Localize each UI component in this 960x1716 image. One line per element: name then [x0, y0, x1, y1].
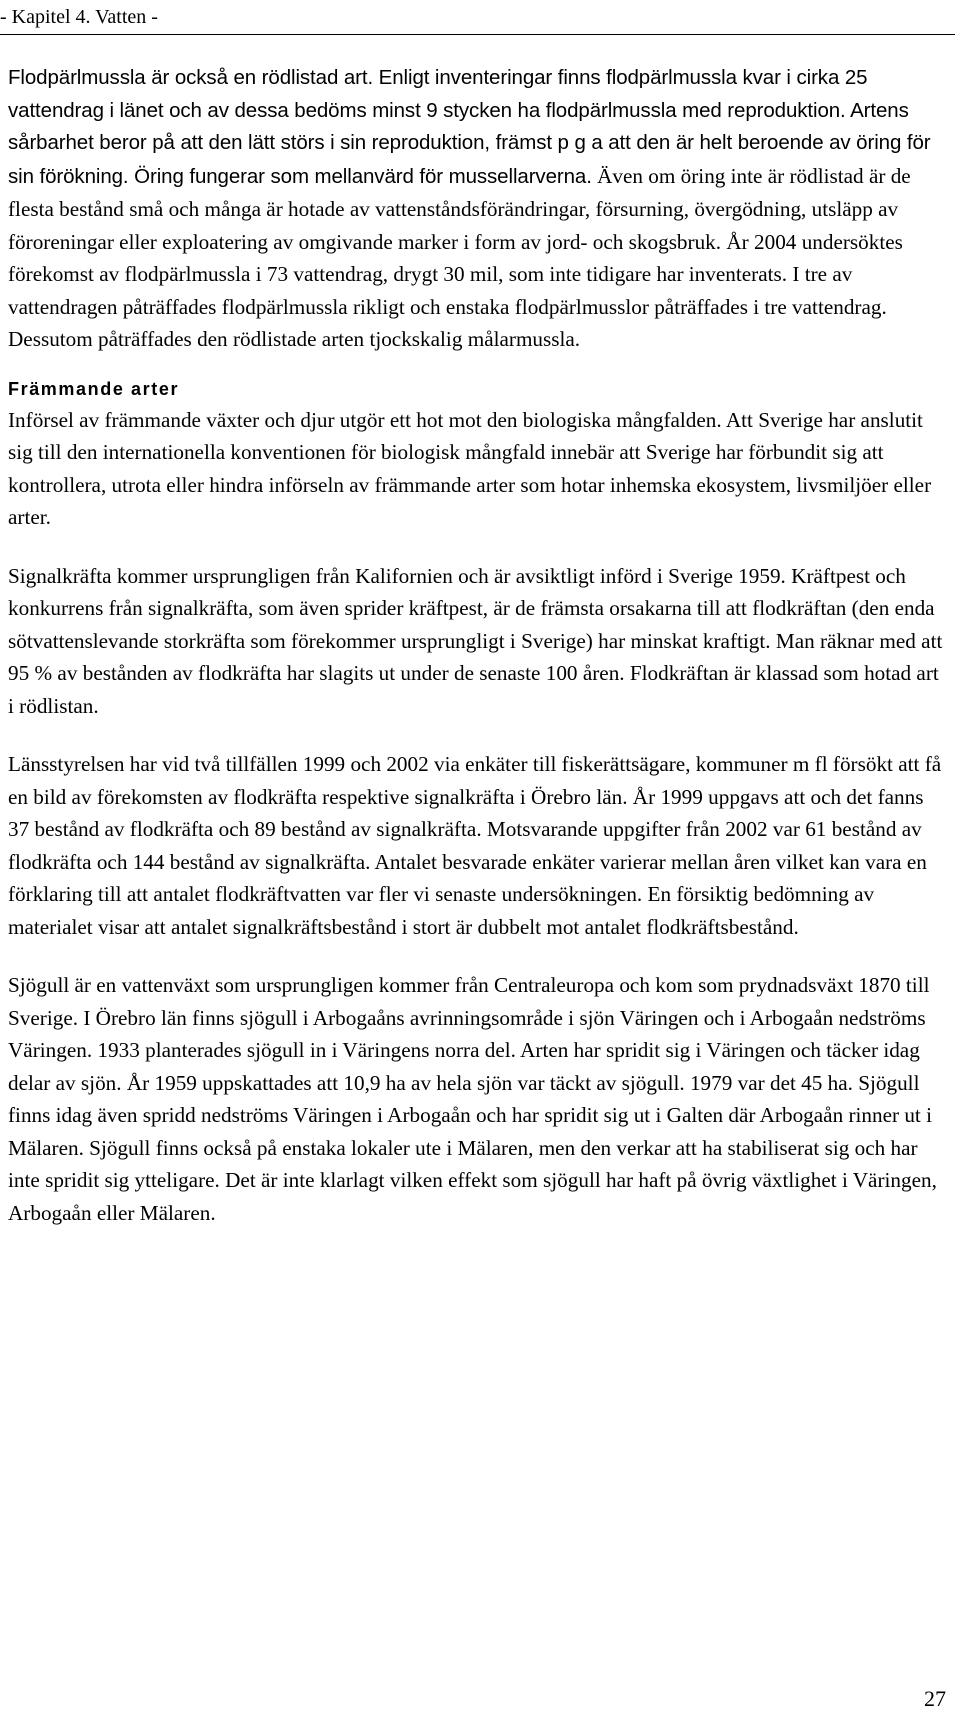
paragraph-signalkrafta: Signalkräfta kommer ursprungligen från Kalifornien och är avsiktligt införd i Sverige 1959. Kräftpest och konkurrens från signalkräfta, som även sprider kräftpest, är de främsta orsakarna till att flodkräftan (den enda sötvattenslevande storkräfta som förekommer ursprungligt i Sverige) har minskat kraftigt. Man räknar med att 95 % av bestånden av flodkräfta har slagits ut under de senaste 100 åren. Flodkräftan är klassad som hotad art i rödlistan.	[8, 563, 943, 718]
section-heading: Främmande arter	[8, 378, 180, 399]
chapter-header: - Kapitel 4. Vatten -	[0, 4, 955, 35]
paragraph-lansstyrelsen: Länsstyrelsen har vid två tillfällen 1999 och 2002 via enkäter till fiskerättsägare, kommuner m fl försökt att få en bild av förekomsten av flodkräfta respektive signalkräfta i Örebro län. År 1999 uppgavs att och det fanns 37 bestånd av flodkräfta och 89 bestånd av signalkräfta. Motsvarande uppgifter från 2002 var 61 bestånd av flodkräfta och 144 bestånd av signalkräfta. Antalet besvarade enkäter varierar mellan åren vilket kan vara en förklaring till att antalet flodkräftvatten var fler vi senaste undersökningen. En försiktig bedömning av materialet visar att antalet signalkräftsbestånd i stort är dubbelt mot antalet flodkräftsbestånd.	[8, 752, 942, 939]
paragraph-text-sans: Flodpärlmussla är också en rödlistad art. Enligt inventeringar finns flodpärlmussla kvar i cirka 25 vattendrag i länet och av dessa bedöms minst 9 stycken ha flodpärlmussla med reproduktion. Artens sårbarhet beror på att den lätt störs i sin reproduktion, främst p g a att den är helt beroende av öring för sin förökning. Öring fungerar som mellanvärd för mussellarverna.	[8, 66, 931, 188]
paragraph-forsel: Införsel av främmande växter och djur utgör ett hot mot den biologiska mångfalden. Att Sverige har anslutit sig till den internationella konventionen för biologisk mångfald innebär att Sverige har förbundit sig att kontrollera, utrota eller hindra införseln av främmande arter som hotar inhemska ekosystem, livsmiljöer eller arter.	[8, 407, 932, 529]
paragraph-sjogull: Sjögull är en vattenväxt som ursprungligen kommer från Centraleuropa och kom som prydnadsväxt 1870 till Sverige. I Örebro län finns sjögull i Arbogaåns avrinningsområde i sjön Väringen och i Arbogaån nedströms Väringen. 1933 planterades sjögull in i Väringens norra del. Arten har spridit sig i Väringen och täcker idag delar av sjön. År 1959 uppskattades att 10,9 ha av hela sjön var täckt av sjögull. 1979 var det 45 ha. Sjögull finns idag även spridd nedströms Väringen i Arbogaån och har spridit sig ut i Galten där Arbogaån rinner ut i Mälaren. Sjögull finns också på enstaka lokaler ute i Mälaren, men den verkar att ha stabiliserat sig och har inte spridit sig ytteligare. Det är inte klarlagt vilken effekt som sjögull har haft på övrig växtlighet i Väringen, Arbogaån eller Mälaren.	[8, 973, 937, 1225]
page-number: 27	[924, 1686, 946, 1711]
paragraph-flodparlmussla	[8, 62, 943, 356]
document-body	[8, 62, 943, 1229]
paragraph-text-serif: Även om öring inte är rödlistad är de flesta bestånd små och många är hotade av vattenståndsförändringar, försurning, övergödning, utsläpp av föroreningar eller exploatering av omgivande marker i form av jord- och skogsbruk. År 2004 undersöktes förekomst av flodpärlmussla i 73 vattendrag, drygt 30 mil, som inte tidigare har inventerats. I tre av vattendragen påträffades flodpärlmussla rikligt och enstaka flodpärlmusslor påträffades i tre vattendrag. Dessutom påträffades den rödlistade arten tjockskalig målarmussla.	[8, 163, 911, 351]
